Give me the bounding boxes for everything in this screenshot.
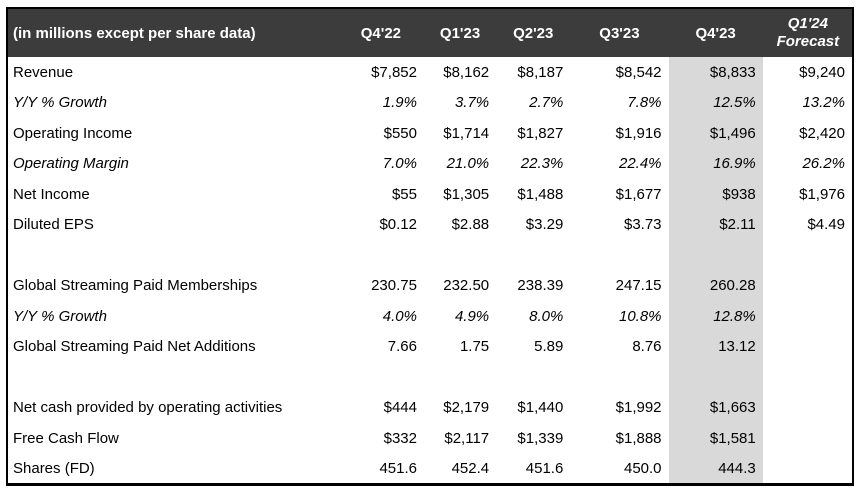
- cell: [424, 240, 496, 271]
- cell: $1,440: [517, 399, 564, 417]
- table-row-global-streaming-paid-net-additions: [7, 332, 853, 363]
- cell: [763, 301, 853, 332]
- table-row-y-y-growth: [7, 301, 853, 332]
- cell: 7.66: [387, 338, 417, 356]
- cell: $3.73: [623, 216, 662, 234]
- cell: 230.75: [371, 277, 417, 295]
- cell: $1,488: [517, 185, 564, 203]
- cell: $1,677: [615, 185, 662, 203]
- cell: 247.15: [615, 277, 662, 295]
- cell: 7.0%: [382, 155, 417, 173]
- column-header-q1-24-forecast: Q1'24 Forecast: [763, 8, 853, 57]
- cell: [570, 362, 668, 393]
- cell: $550: [383, 124, 417, 142]
- cell: 10.8%: [618, 307, 662, 325]
- cell: 22.3%: [520, 155, 564, 173]
- cell: $2,179: [443, 399, 490, 417]
- cell: $0.12: [379, 216, 417, 234]
- cell: $2.11: [669, 210, 763, 241]
- cell: $332: [383, 429, 417, 447]
- cell: $1,992: [615, 399, 662, 417]
- row-label: Free Cash Flow: [13, 429, 119, 447]
- cell: [763, 240, 853, 271]
- cell: 2.7%: [529, 94, 564, 112]
- cell: [496, 240, 570, 271]
- financial-summary-table: [6, 7, 854, 486]
- cell: 260.28: [669, 271, 763, 302]
- cell: $8,187: [517, 63, 564, 81]
- cell: [669, 362, 763, 393]
- quarterly-results-table: [6, 7, 854, 486]
- cell: [763, 423, 853, 454]
- table-row-free-cash-flow: [7, 423, 853, 454]
- row-label: Global Streaming Paid Memberships: [13, 277, 258, 295]
- cell: 26.2%: [802, 155, 845, 173]
- table-row-global-streaming-paid-memberships: [7, 271, 853, 302]
- cell: 444.3: [669, 454, 763, 485]
- row-label: [7, 362, 338, 393]
- row-label: [7, 240, 338, 271]
- cell: $55: [391, 185, 417, 203]
- cell: $4.49: [807, 216, 845, 234]
- cell: $8,542: [615, 63, 662, 81]
- cell: 451.6: [379, 459, 417, 477]
- row-label: Net Income: [13, 185, 90, 203]
- cell: 8.0%: [529, 307, 564, 325]
- table-row-y-y-growth: [7, 88, 853, 119]
- cell: $1,916: [615, 124, 662, 142]
- cell: [763, 393, 853, 424]
- cell: [763, 362, 853, 393]
- cell: 8.76: [632, 338, 662, 356]
- cell: 451.6: [525, 459, 564, 477]
- spacer-row: [7, 240, 853, 271]
- cell: $1,827: [517, 124, 564, 142]
- table-row-operating-income: [7, 118, 853, 149]
- cell: $1,976: [799, 185, 845, 203]
- cell: 4.9%: [454, 307, 490, 325]
- row-label: Operating Margin: [13, 155, 129, 173]
- column-header-q4-23: Q4'23: [669, 8, 763, 57]
- cell: 21.0%: [446, 155, 490, 173]
- row-label: Global Streaming Paid Net Additions: [13, 338, 256, 356]
- cell: [763, 332, 853, 363]
- cell: 7.8%: [627, 94, 662, 112]
- cell: 4.0%: [382, 307, 417, 325]
- cell: $444: [383, 399, 417, 417]
- cell: 3.7%: [454, 94, 490, 112]
- cell: $1,888: [615, 429, 662, 447]
- column-header-q3-23: Q3'23: [570, 8, 668, 57]
- cell: 238.39: [517, 277, 564, 295]
- cell: $1,496: [669, 118, 763, 149]
- cell: [669, 240, 763, 271]
- cell: $2.88: [451, 216, 490, 234]
- cell: 22.4%: [618, 155, 662, 173]
- cell: [338, 240, 424, 271]
- cell: [338, 362, 424, 393]
- row-label: Y/Y % Growth: [13, 307, 107, 325]
- cell: 232.50: [443, 277, 490, 295]
- cell: $3.29: [525, 216, 564, 234]
- cell: $938: [669, 179, 763, 210]
- column-header-q1-23: Q1'23: [424, 8, 496, 57]
- cell: $8,162: [443, 63, 490, 81]
- row-label: Shares (FD): [13, 459, 95, 477]
- cell: 5.89: [534, 338, 564, 356]
- cell: 450.0: [623, 459, 662, 477]
- cell: $1,581: [669, 423, 763, 454]
- cell: [496, 362, 570, 393]
- cell: $2,420: [799, 124, 845, 142]
- column-header-q2-23: Q2'23: [496, 8, 570, 57]
- cell: $1,714: [443, 124, 490, 142]
- table-row-shares-fd: [7, 454, 853, 485]
- cell: 1.9%: [382, 94, 417, 112]
- row-label: Revenue: [13, 63, 74, 81]
- table-row-net-cash-provided-by-operating-activities: [7, 393, 853, 424]
- cell: 452.4: [451, 459, 490, 477]
- cell: [570, 240, 668, 271]
- cell: $7,852: [371, 63, 417, 81]
- column-headers-row: [7, 8, 853, 57]
- table-row-net-income: [7, 179, 853, 210]
- table-row-revenue: [7, 57, 853, 88]
- cell: 1.75: [459, 338, 490, 356]
- cell: 12.5%: [669, 88, 763, 119]
- row-label: Net cash provided by operating activities: [13, 399, 283, 417]
- cell: $1,663: [669, 393, 763, 424]
- row-label: Operating Income: [13, 124, 133, 142]
- cell: $2,117: [444, 429, 490, 447]
- cell: 12.8%: [669, 301, 763, 332]
- cell: $9,240: [799, 63, 845, 81]
- cell: 16.9%: [669, 149, 763, 180]
- table-row-operating-margin: [7, 149, 853, 180]
- cell: $8,833: [669, 57, 763, 88]
- row-label: Diluted EPS: [13, 216, 94, 234]
- cell: 13.12: [669, 332, 763, 363]
- column-header-q4-22: Q4'22: [338, 8, 424, 57]
- cell: [763, 454, 853, 485]
- table-row-diluted-eps: [7, 210, 853, 241]
- cell: $1,339: [517, 429, 564, 447]
- cell: 13.2%: [802, 94, 845, 112]
- cell: [424, 362, 496, 393]
- row-label: Y/Y % Growth: [13, 94, 107, 112]
- spacer-row: [7, 362, 853, 393]
- cell: $1,305: [443, 185, 490, 203]
- cell: [763, 271, 853, 302]
- table-corner-label: (in millions except per share data): [7, 8, 338, 57]
